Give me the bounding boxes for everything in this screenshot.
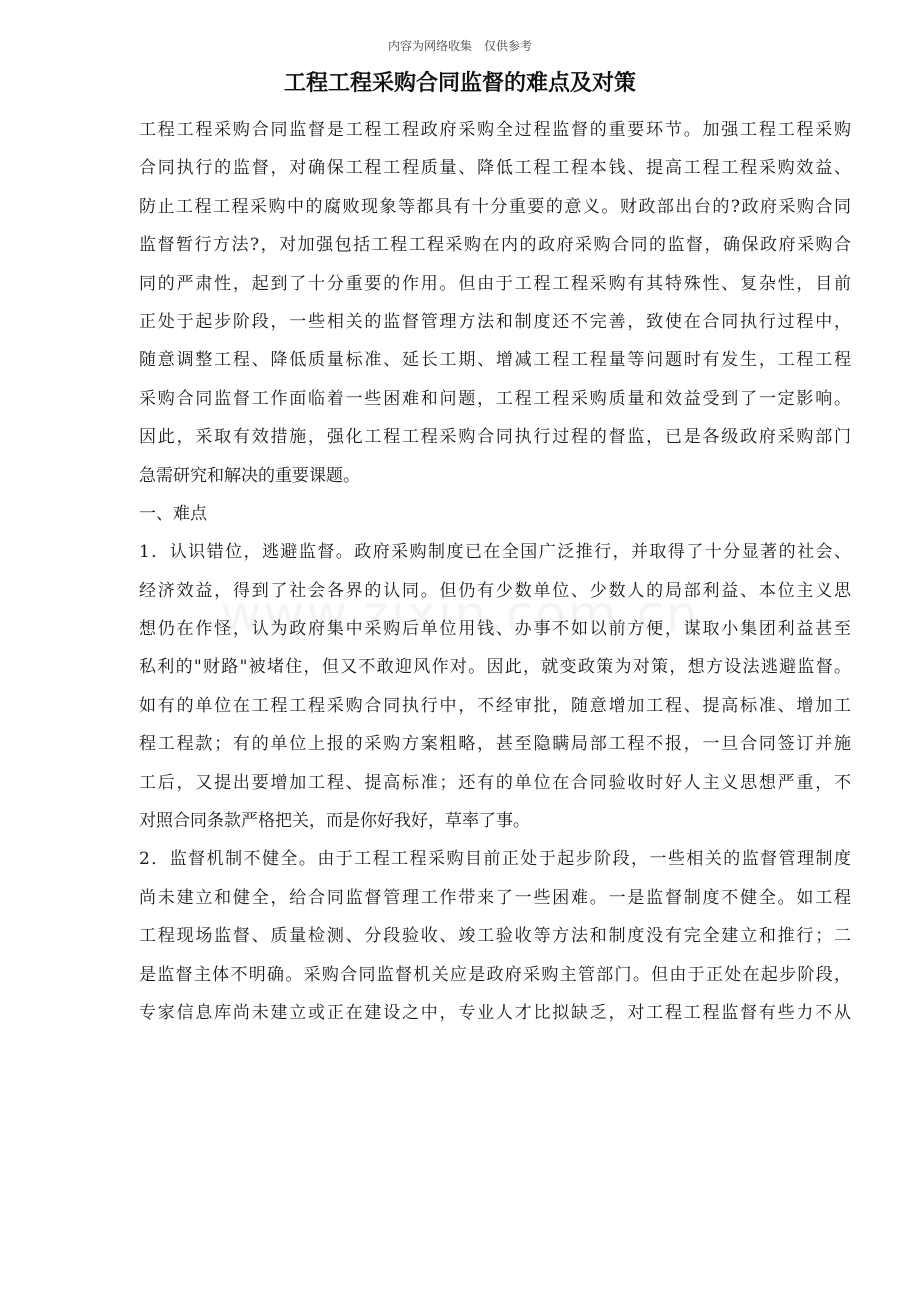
header-note: 内容为网络收集 仅供参考 <box>387 39 532 53</box>
text-line: 随意调整工程、降低质量标准、延长工期、增减工程工程量等问题时有发生，工程工程 <box>139 350 851 371</box>
text-line: 合同执行的监督，对确保工程工程质量、降低工程工程本钱、提高工程工程采购效益、 <box>139 158 851 179</box>
document-title: 工程工程采购合同监督的难点及对策 <box>283 70 636 96</box>
text-line: 如有的单位在工程工程采购合同执行中，不经审批，随意增加工程、提高标准、增加工 <box>139 695 851 716</box>
text-line: 对照合同条款严格把关，而是你好我好，草率了事。 <box>139 811 530 832</box>
text-line: 急需研究和解决的重要课题。 <box>139 465 360 486</box>
text-line: 程工程款；有的单位上报的采购方案粗略，甚至隐瞒局部工程不报，一旦合同签订并施 <box>139 734 851 755</box>
text-line: 监督暂行方法?，对加强包括工程工程采购在内的政府采购合同的监督，确保政府采购合 <box>139 235 851 256</box>
text-line: 采购合同监督工作面临着一些困难和问题，工程工程采购质量和效益受到了一定影响。 <box>139 388 851 409</box>
text-line: 工程现场监督、质量检测、分段验收、竣工验收等方法和制度没有完全建立和推行；二 <box>139 926 851 947</box>
text-line: 尚未建立和健全，给合同监督管理工作带来了一些困难。一是监督制度不健全。如工程 <box>139 887 851 908</box>
text-line: 专家信息库尚未建立或正在建设之中，专业人才比拟缺乏，对工程工程监督有些力不从 <box>139 1002 851 1023</box>
text-line: 正处于起步阶段，一些相关的监督管理方法和制度还不完善，致使在合同执行过程中， <box>139 311 851 332</box>
text-line: 2．监督机制不健全。由于工程工程采购目前正处于起步阶段，一些相关的监督管理制度 <box>139 849 851 870</box>
text-line: 是监督主体不明确。采购合同监督机关应是政府采购主管部门。但由于正处在起步阶段， <box>139 964 851 985</box>
text-line: 1．认识错位，逃避监督。政府采购制度已在全国广泛推行，并取得了十分显著的社会、 <box>139 542 851 563</box>
text-line: 私利的"财路"被堵住，但又不敢迎风作对。因此，就变政策为对策，想方设法逃避监督。 <box>139 657 851 678</box>
text-line: 工后，又提出要增加工程、提高标准；还有的单位在合同验收时好人主义思想严重，不 <box>139 772 851 793</box>
text-line: 防止工程工程采购中的腐败现象等都具有十分重要的意义。财政部出台的?政府采购合同 <box>139 196 851 217</box>
text-line: 想仍在作怪，认为政府集中采购后单位用钱、办事不如以前方便，谋取小集团利益甚至 <box>139 619 851 640</box>
document-body <box>139 111 851 1032</box>
text-line: 因此，采取有效措施，强化工程工程采购合同执行过程的督监，已是各级政府采购部门 <box>139 427 851 448</box>
text-line: 工程工程采购合同监督是工程工程政府采购全过程监督的重要环节。加强工程工程采购 <box>139 120 851 140</box>
text-line: 同的严肃性，起到了十分重要的作用。但由于工程工程采购有其特殊性、复杂性，目前 <box>139 273 851 294</box>
text-line: 经济效益，得到了社会各界的认同。但仍有少数单位、少数人的局部利益、本位主义思 <box>139 580 851 601</box>
section-heading: 一、难点 <box>139 503 207 524</box>
